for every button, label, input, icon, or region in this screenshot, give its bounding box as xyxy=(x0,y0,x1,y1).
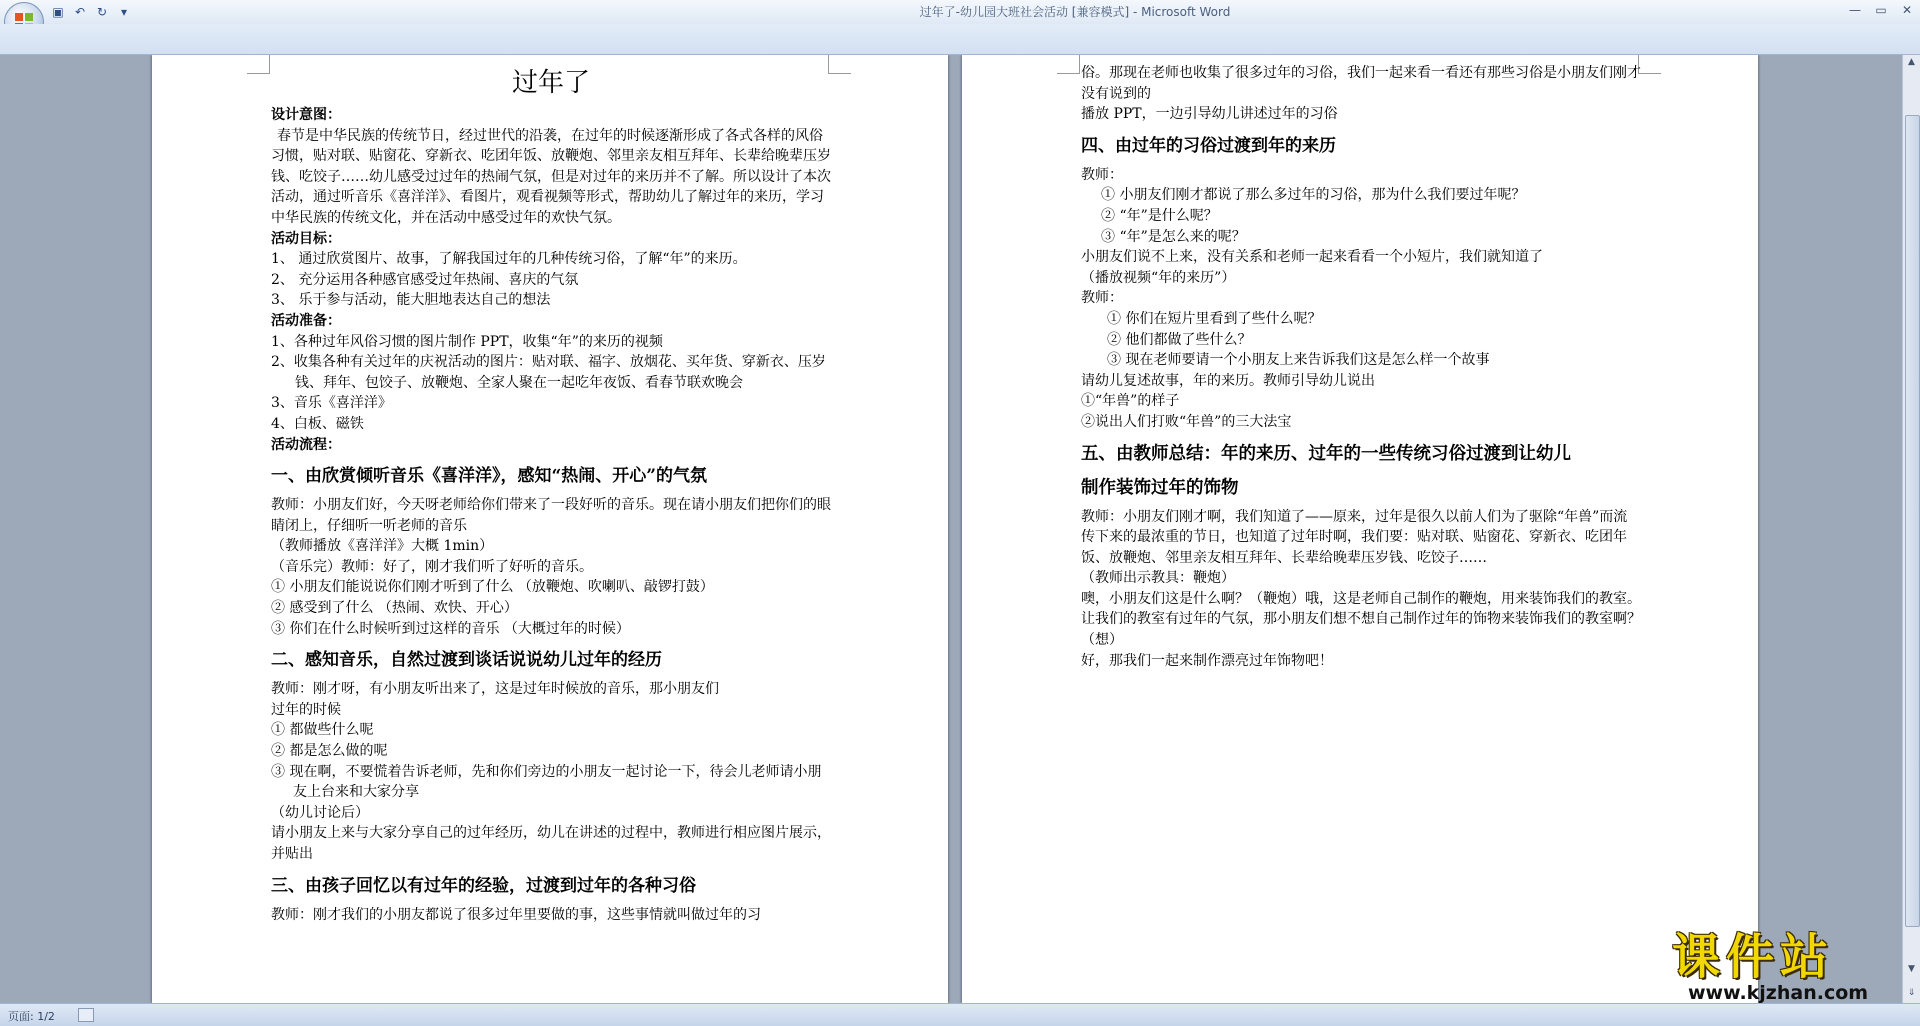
maximize-icon[interactable]: ▭ xyxy=(1875,3,1887,17)
body-line: 播放 PPT，一边引导幼儿讲述过年的习俗 xyxy=(1081,106,1338,123)
section-2-line: ③ 现在啊，不要慌着告诉老师，先和你们旁边的小朋友一起讨论一下，待会儿老师请小朋友上台来和大家分享 xyxy=(271,763,822,801)
section-2-line: 教师：刚才呀，有小朋友听出来了，这是过年时候放的音乐，那小朋友们 xyxy=(271,681,719,698)
close-icon[interactable]: ✕ xyxy=(1901,3,1913,17)
section-2-line: 请小朋友上来与大家分享自己的过年经历，幼儿在讲述的过程中，教师进行相应图片展示，并贴出 xyxy=(271,825,831,862)
body-line: ①“年兽”的样子 xyxy=(1081,393,1180,410)
question-item: ① 小朋友们刚才都说了那么多过年的习俗，那为什么我们要过年呢？ xyxy=(1101,187,1526,204)
section-2-heading: 二、感知音乐，自然过渡到谈话说说幼儿过年的经历 xyxy=(271,650,662,671)
section-1-heading: 一、由欣赏倾听音乐《喜洋洋》，感知“热闹、开心”的气氛 xyxy=(271,466,708,487)
section-1-line: ③ 你们在什么时候听到过这样的音乐 （大概过年的时候） xyxy=(271,620,630,637)
goal-item: 2、 充分运用各种感官感受过年热闹、喜庆的气氛 xyxy=(271,271,579,288)
document-title: 过年了 xyxy=(511,68,590,98)
page-counter[interactable]: 页面: 1/2 xyxy=(8,1010,55,1023)
body-line: 噢，小朋友们这是什么啊？（鞭炮）哦，这是老师自己制作的鞭炮，用来装饰我们的教室。让我们的教室有过年的气氛，那小朋友们想不想自己制作过年的饰物来装饰我们的教室啊？（想） xyxy=(1081,590,1641,649)
section-2-line: ② 都是怎么做的呢 xyxy=(271,743,388,760)
question-item: ② “年”是什么呢？ xyxy=(1101,207,1218,224)
prep-item: 3、音乐《喜洋洋》 xyxy=(271,395,392,412)
customize-toolbar-icon[interactable]: ▾ xyxy=(120,5,128,19)
question-item: ③ 现在老师要请一个小朋友上来告诉我们这是怎么样一个故事 xyxy=(1107,352,1490,369)
ribbon-tab-bar xyxy=(0,24,1920,55)
undo-icon[interactable]: ↶ xyxy=(74,5,86,19)
body-line: （教师出示教具：鞭炮） xyxy=(1081,570,1235,587)
heading-design: 设计意图： xyxy=(271,107,341,123)
crop-mark xyxy=(828,55,851,74)
question-item: ② 他们都做了些什么？ xyxy=(1107,331,1252,348)
heading-goals: 活动目标： xyxy=(271,230,341,247)
body-line: 俗。那现在老师也收集了很多过年的习俗，我们一起来看一看还有那些习俗是小朋友们刚才没有说到的 xyxy=(1081,65,1641,102)
redo-icon[interactable]: ↻ xyxy=(96,5,108,19)
section-1-line: 教师：小朋友们好，今天呀老师给你们带来了一段好听的音乐。现在请小朋友们把你们的眼睛闭上，仔细听一听老师的音乐 xyxy=(271,497,831,534)
window-controls xyxy=(1842,0,1920,20)
section-3-line: 教师：刚才我们的小朋友都说了很多过年里要做的事，这些事情就叫做过年的习 xyxy=(271,906,761,923)
watermark-logo xyxy=(1672,930,1910,1008)
goal-item: 1、 通过欣赏图片、故事，了解我国过年的几种传统习俗，了解“年”的来历。 xyxy=(271,251,747,268)
heading-prep: 活动准备： xyxy=(271,312,341,329)
crop-mark xyxy=(1638,55,1661,74)
section-2-line: ① 都做些什么呢 xyxy=(271,722,374,739)
page-2-text[interactable] xyxy=(1081,63,1641,671)
watermark-title: 课件站 xyxy=(1672,929,1835,985)
section-4-heading: 四、由过年的习俗过渡到年的来历 xyxy=(1081,135,1336,156)
section-1-line: ② 感受到了什么 （热闹、欢快、开心） xyxy=(271,600,518,617)
question-item: ③ “年”是怎么来的呢？ xyxy=(1101,228,1246,245)
title-bar xyxy=(0,0,1920,24)
prep-item: 1、各种过年风俗习惯的图片制作 PPT，收集“年”的来历的视频 xyxy=(271,333,663,350)
watermark-url: www.kjzhan.com xyxy=(1688,982,1869,1004)
crop-mark xyxy=(247,55,270,74)
prep-item: 4、白板、磁铁 xyxy=(271,415,364,432)
section-1-line: （音乐完）教师：好了，刚才我们听了好听的音乐。 xyxy=(271,558,593,575)
crop-mark xyxy=(1057,55,1080,74)
document-page-1 xyxy=(152,55,948,1003)
body-line: 好，那我们一起来制作漂亮过年饰物吧！ xyxy=(1081,652,1333,669)
section-2-line: 过年的时候 xyxy=(271,701,341,718)
status-bar xyxy=(0,1003,1920,1026)
vertical-scrollbar[interactable] xyxy=(1902,55,1920,1003)
section-1-line: （教师播放《喜洋洋》大概 1min） xyxy=(271,538,494,555)
window-title: 过年了-幼儿园大班社会活动 [兼容模式] - Microsoft Word xyxy=(919,5,1231,19)
body-line: 教师： xyxy=(1081,166,1123,183)
section-1-line: ① 小朋友们能说说你们刚才听到了什么 （放鞭炮、吹喇叭、敲锣打鼓） xyxy=(271,579,714,596)
document-page-2 xyxy=(962,55,1758,1003)
body-line: 教师：小朋友们刚才啊，我们知道了——原来，过年是很久以前人们为了驱除“年兽”而流传下来的最浓重的节日，也知道了过年时啊，我们要：贴对联、贴窗花、穿新衣、吃团年饭、放鞭炮、邻里亲友相互拜年、长辈给晚辈压岁钱、吃饺子…… xyxy=(1081,508,1628,566)
body-line: 教师： xyxy=(1081,290,1123,307)
section-5-heading: 五、由教师总结：年的来历、过年的一些传统习俗过渡到让幼儿 xyxy=(1081,443,1571,464)
scrollbar-thumb[interactable] xyxy=(1905,115,1920,927)
next-page-icon[interactable]: ⇓ xyxy=(1907,988,1916,998)
body-line: ②说出人们打败“年兽”的三大法宝 xyxy=(1081,413,1292,430)
body-line: 请幼儿复述故事，年的来历。教师引导幼儿说出 xyxy=(1081,372,1375,389)
section-2-line: （幼儿讨论后） xyxy=(271,804,369,821)
body-line: 小朋友们说不上来，没有关系和老师一起来看看一个小短片，我们就知道了 xyxy=(1081,249,1543,266)
section-5-heading-cont: 制作装饰过年的饰物 xyxy=(1081,477,1239,498)
page-1-text[interactable] xyxy=(271,63,831,925)
document-area xyxy=(0,55,1902,1003)
save-icon[interactable]: ▣ xyxy=(52,5,64,19)
body-line: （播放视频“年的来历”） xyxy=(1081,269,1236,286)
goal-item: 3、 乐于参与活动，能大胆地表达自己的想法 xyxy=(271,292,551,309)
scroll-up-icon[interactable]: ▲ xyxy=(1908,57,1915,67)
heading-flow: 活动流程： xyxy=(271,436,341,453)
paragraph-design: 春节是中华民族的传统节日，经过世代的沿袭，在过年的时候逐渐形成了各式各样的风俗习惯，贴对联、贴窗花、穿新衣、吃团年饭、放鞭炮、邻里亲友相互拜年、长辈给晚辈压岁钱、吃饺子……幼儿感受过过年的热闹气氛，但是对过年的来历并不了解。所以设计了本次活动，通过听音乐《喜洋洋》、看图片，观看视频等形式，帮助幼儿了解过年的来历，学习中华民族的传统文化，并在活动中感受过年的欢快气氛。 xyxy=(271,127,831,226)
section-3-heading: 三、由孩子回忆以有过年的经验，过渡到过年的各种习俗 xyxy=(271,875,696,896)
question-item: ① 你们在短片里看到了些什么呢？ xyxy=(1107,310,1322,327)
macro-record-icon[interactable] xyxy=(78,1008,94,1022)
minimize-icon[interactable]: — xyxy=(1849,3,1861,17)
scroll-down-icon[interactable]: ▼ xyxy=(1908,964,1915,974)
prep-item: 2、收集各种有关过年的庆祝活动的图片：贴对联、福字、放烟花、买年货、穿新衣、压岁钱、拜年、包饺子、放鞭炮、全家人聚在一起吃年夜饭、看春节联欢晚会 xyxy=(271,354,826,391)
